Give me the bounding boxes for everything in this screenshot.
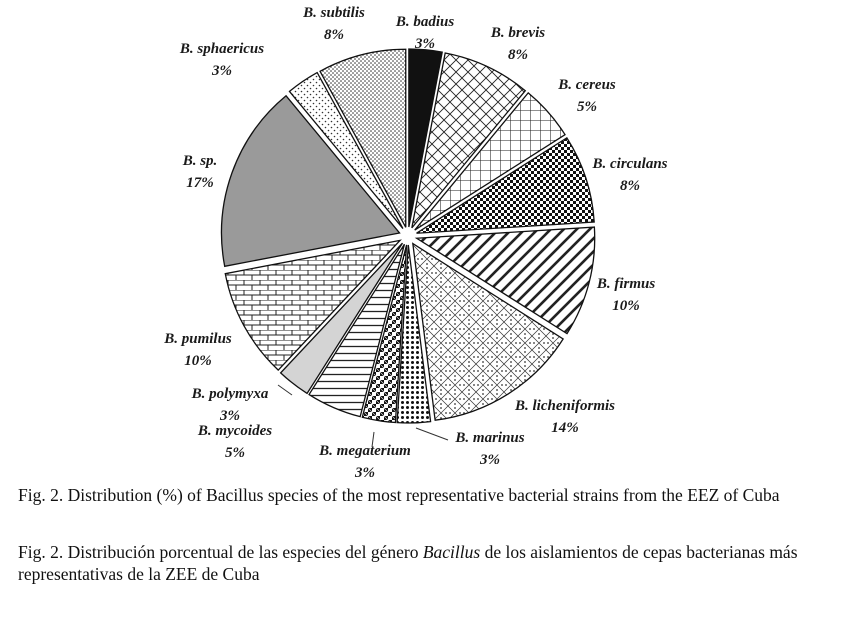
caption-es-italic: Bacillus [422, 542, 481, 562]
slice-label-b-mycoides: B. mycoides [197, 423, 273, 439]
slice-label-b-pumilus: B. pumilus [164, 331, 232, 347]
slice-value-b-polymyxa: 3% [220, 408, 240, 424]
slice-label-b-subtilis: B. subtilis [303, 5, 365, 21]
slice-value-b-circulans: 8% [620, 178, 640, 194]
figure-caption-spanish [18, 541, 838, 585]
slice-value-b-sphaericus: 3% [212, 63, 232, 79]
slice-value-b-licheniformis: 14% [551, 420, 579, 436]
slice-label-b-megaterium: B. megaterium [319, 443, 411, 459]
slice-label-b-brevis: B. brevis [490, 25, 546, 41]
slice-value-b-megaterium: 3% [355, 465, 375, 480]
slice-label-b-circulans: B. circulans [592, 156, 668, 172]
slice-label-b-sp: B. sp. [182, 153, 218, 169]
caption-es-prefix: Fig. 2. Distribución porcentual de las especies del género [18, 542, 423, 562]
figure-caption-english: Fig. 2. Distribution (%) of Bacillus species of the most representative bacterial strains from the EEZ of Cuba [18, 485, 780, 505]
slice-label-b-marinus: B. marinus [455, 430, 525, 446]
pie-slices [222, 49, 595, 423]
slice-label-b-badius: B. badius [395, 14, 455, 30]
leader-line-b-marinus [416, 428, 448, 440]
slice-label-b-licheniformis: B. licheniformis [514, 398, 616, 414]
slice-value-b-sp: 17% [186, 175, 214, 191]
slice-value-b-mycoides: 5% [225, 445, 245, 461]
caption-es-suffix: de los aislamientos de cepas bacterianas más representativas de la ZEE de Cuba [18, 542, 798, 584]
slice-value-b-badius: 3% [415, 36, 435, 52]
slice-value-b-pumilus: 10% [184, 353, 212, 369]
slice-value-b-marinus: 3% [480, 452, 500, 468]
slice-label-b-polymyxa: B. polymyxa [191, 386, 269, 402]
slice-value-b-cereus: 5% [577, 99, 597, 115]
leader-line-b-polymyxa [278, 385, 292, 395]
slice-label-b-cereus: B. cereus [558, 77, 616, 93]
slice-label-b-sphaericus: B. sphaericus [179, 41, 265, 57]
slice-value-b-subtilis: 8% [324, 27, 344, 43]
slice-value-b-brevis: 8% [508, 47, 528, 63]
slice-value-b-firmus: 10% [612, 298, 640, 314]
slice-label-b-firmus: B. firmus [596, 276, 656, 292]
